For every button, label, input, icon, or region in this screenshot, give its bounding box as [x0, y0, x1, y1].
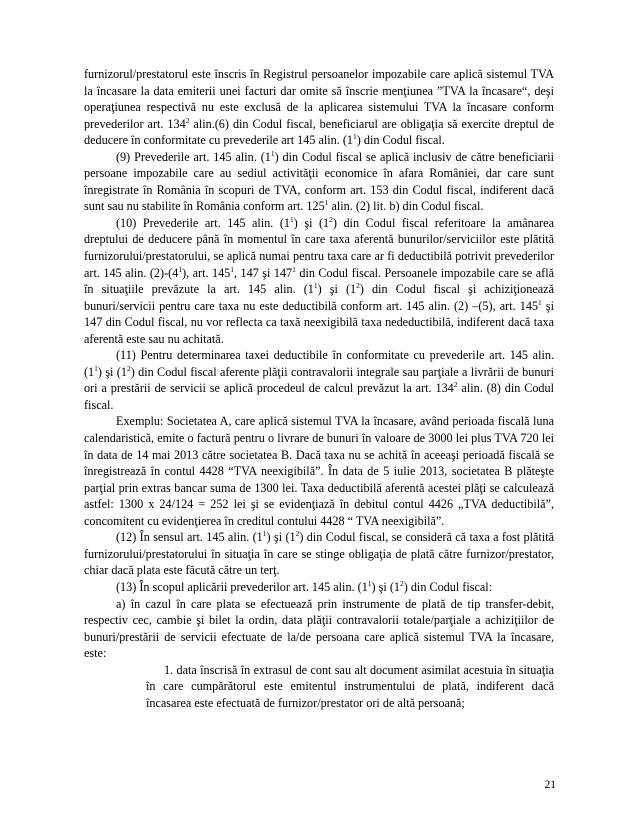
text-run: furnizorul/prestatorul este înscris în Registrul persoanelor impozabile care aplică sistemul TVA la încasare la data emiterii unei facturi dar omite să înscrie menţiunea ”TVA la încasare“, deşi operaţiunea respectivă nu este exclusă de la aplicarea sistemului TVA la încasare conform prevederilor art. 134	[84, 67, 554, 131]
text-run: Exemplu: Societatea A, care aplică sistemul TVA la încasare, având perioada fiscală luna calendaristică, emite o factură pentru o livrare de bunuri în valoare de 3000 lei plus TVA 720 lei în data de 14 mai 2013 către societatea B. Dacă taxa nu se achită în aceeaşi perioadă fiscală se înregistrează în contul 4428 “TVA neexigibilă”. În data de 5 iulie 2013, societatea B plăteşte parţial prin extras bancar suma de 1300 lei. Taxa deductibilă aferentă acestei plăţi se calculează astfel: 1300 x 24/124 = 252 lei şi se evidenţiază în debitul contul 4426 „TVA deductibilă”, concomitent cu evidenţierea în creditul contului 4428 “ TVA neexigibilă”.	[84, 414, 554, 528]
superscript: 1	[94, 363, 98, 373]
text-run: (9) Prevederile art. 145 alin. (1	[116, 149, 271, 164]
text-run: ) din Codul fiscal, se consideră că taxa a fost plătită furnizorului/prestatorului în situaţia în care se stinge obligaţia de plată către furnizor/prestator, chiar dacă plata este făcută către un terţ.	[84, 530, 554, 578]
text-run: ) şi (1	[97, 364, 127, 379]
text-run: ) din Codul fiscal şi achiziţionează bunuri/servicii pentru care taxa nu este deductibilă conform art. 145 alin. (2) –(5), art. 145	[84, 282, 554, 313]
superscript: 1	[292, 264, 296, 274]
superscript: 1	[324, 198, 329, 208]
page-number: 21	[544, 779, 556, 791]
paragraph-10	[84, 215, 554, 347]
paragraph-13	[84, 579, 554, 596]
text-run: şi 147 din Codul fiscal, nu vor reflecta ca taxă neexigibilă taxa nedeductibilă, indiferent dacă taxa aferentă este sau nu achitată.	[84, 298, 554, 346]
superscript: 1	[367, 578, 372, 588]
superscript: 1	[178, 264, 183, 274]
superscript: 2	[453, 380, 458, 390]
text-run: ) din Codul fiscal aferente plăţii contravalorii integrale sau parţiale a livrării de bunuri ori a prestării de servicii se aplică procedeul de calcul prevăzut la art. 134	[84, 364, 555, 396]
superscript: 2	[295, 529, 300, 539]
text-run: alin. (8) din Codul fiscal.	[84, 381, 555, 412]
text-run: din Codul fiscal. Persoanele impozabile care se află în situaţiile prevăzute la art. 145 alin. (1	[84, 265, 554, 297]
text-run: ) şi (1	[317, 282, 357, 297]
superscript: 2	[399, 578, 404, 588]
text-run: ) din Codul fiscal.	[356, 133, 445, 148]
paragraph-13-a	[84, 596, 554, 662]
superscript: 2	[329, 214, 333, 224]
superscript: 1	[353, 132, 357, 142]
text-run: ) şi (1	[293, 215, 330, 230]
text-run: 1. data înscrisă în extrasul de cont sau alt document asimilat acestuia în situaţia în care cumpărătorul este emitentul instrumentului de plată, indiferent dacă încasarea este efectuată de furnizor/prestator ori de altă persoană;	[146, 662, 554, 710]
superscript: 1	[270, 148, 275, 158]
paragraph-12	[84, 529, 554, 579]
text-run: (10) Prevederile art. 145 alin. (1	[116, 215, 291, 230]
text-run: ) şi (1	[266, 530, 296, 545]
text-run: alin. (2) lit. b) din Codul fiscal.	[328, 199, 484, 214]
text-run: ) din Codul fiscal:	[403, 579, 493, 594]
text-run: ) şi (1	[371, 579, 400, 594]
text-run: ), art. 145	[182, 265, 231, 280]
paragraph-13-a-1	[146, 662, 554, 712]
text-run: (12) În sensul art. 145 alin. (1	[116, 530, 263, 545]
text-run: ) din Codul fiscal se aplică inclusiv de către beneficiarii persoane impozabile care au sediul activităţii economice în afara României, dar care sunt înregistrate în România în scopuri de TVA, conform art. 153 din Codul fiscal, indiferent dacă sunt sau nu stabilite în România conform art. 125	[84, 149, 554, 214]
superscript: 1	[262, 529, 267, 539]
text-run: (13) În scopul aplicării prevederilor art. 145 alin. (1	[116, 579, 368, 594]
paragraph-9	[84, 149, 554, 215]
superscript: 1	[290, 214, 294, 224]
text-run: , 147 şi 147	[234, 265, 293, 280]
superscript: 1	[230, 264, 235, 274]
paragraph-example	[84, 413, 554, 529]
text-run: a) în cazul în care plata se efectuează prin instrumente de plată de tip transfer-debit, respectiv cec, cambie şi bilet la ordin, data plăţii contravalorii totale/parţiale a achiziţiilor de bunuri/prestării de servicii efectuate de la/de persoana care aplică sistemul TVA la încasare, este:	[84, 596, 554, 661]
superscript: 1	[313, 281, 318, 291]
superscript: 2	[356, 281, 360, 291]
superscript: 2	[185, 115, 190, 125]
paragraph-continuation	[84, 66, 554, 149]
superscript: 2	[126, 363, 131, 373]
text-run: (11) Pentru determinarea taxei deductibile în conformitate cu prevederile art. 145 alin. (1	[84, 348, 554, 379]
document-body	[84, 66, 554, 711]
superscript: 1	[538, 297, 542, 307]
text-run: ) din Codul fiscal referitoare la amânarea dreptului de deducere până în momentul în care taxa aferentă bunurilor/serviciilor este plătită furnizorului/prestatorului, se aplică numai pentru taxa care ar fi deductibilă potrivit prevederilor art. 145 alin. (2)-(4	[84, 215, 554, 280]
paragraph-11	[84, 347, 554, 413]
text-run: alin.(6) din Codul fiscal, beneficiarul are obligaţia să exercite dreptul de deducere în conformitate cu prevederile art 145 alin. (1	[84, 116, 555, 148]
